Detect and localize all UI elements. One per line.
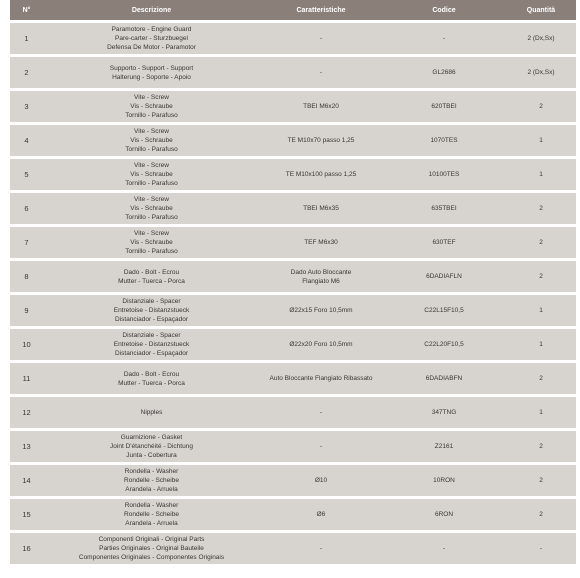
description-line: Rondelle - Scheibe (124, 511, 179, 518)
description-line: Vite - Screw (134, 162, 169, 169)
header-quantity: Quantità (526, 6, 556, 14)
row-number: 7 (24, 238, 29, 247)
description-line: Tornillo - Parafuso (125, 248, 178, 255)
description-line: Vis - Schraube (130, 239, 173, 246)
table-row (10, 159, 576, 190)
row-code: 620TBEI (431, 103, 457, 110)
table-row (10, 193, 576, 224)
row-quantity: 2 (539, 477, 543, 484)
row-description (43, 261, 260, 292)
description-line: Rondella - Washer (124, 468, 179, 475)
description-line: Mutter - Tuerca - Porca (118, 379, 185, 387)
row-characteristics: - (319, 409, 323, 416)
description-line: Tornillo - Parafuso (125, 146, 178, 153)
table-row (10, 397, 576, 428)
description-line: Pare-carter - Sturzbuegel (115, 35, 188, 42)
description-line: Paramotore - Engine Guard (111, 26, 192, 33)
description-line: Dado - Bolt - Ecrou (123, 268, 180, 276)
description-line: Vis - Schraube (130, 103, 173, 110)
description-line: Supporto - Support - Support (109, 64, 194, 72)
description-line: Tornillo - Parafuso (125, 112, 178, 119)
table-row (10, 91, 576, 122)
description-line: Guarnizione - Gasket (120, 434, 183, 441)
row-quantity: 2 (539, 205, 543, 212)
row-characteristics: Ø22x15 Foro 10,5mm (289, 307, 353, 314)
description-line: Distanciador - Espaçador (115, 316, 188, 323)
row-quantity: 1 (539, 137, 543, 144)
description-line: Vite - Screw (134, 94, 169, 101)
row-code: 10100TES (428, 171, 460, 178)
row-quantity: - (539, 545, 543, 552)
row-description (43, 193, 260, 224)
row-quantity: 1 (539, 341, 543, 348)
row-quantity: 2 (Dx,Sx) (527, 69, 555, 76)
row-number: 11 (22, 374, 31, 383)
row-code: C22L15F10,5 (424, 307, 464, 314)
description-line: Arandela - Arruela (125, 520, 178, 527)
header-code: Codice (432, 6, 456, 14)
row-number: 13 (22, 442, 31, 451)
row-characteristics: Ø10 (314, 477, 328, 484)
description-line: Distanziale - Spacer (122, 298, 181, 305)
description-line: Entretoise - Distanzstueck (113, 341, 190, 348)
table-row (10, 431, 576, 462)
description-line: Distanziale - Spacer (122, 332, 181, 339)
row-number: 6 (24, 204, 29, 213)
row-characteristics: TEF M6x30 (304, 239, 338, 246)
row-quantity: 2 (539, 443, 543, 450)
description-line: Vite - Screw (134, 196, 169, 203)
row-number: 8 (24, 272, 29, 281)
description-line: Dado - Bolt - Ecrou (123, 370, 180, 378)
parts-table (10, 20, 576, 564)
row-description (43, 329, 260, 360)
description-line: Vite - Screw (134, 230, 169, 237)
description-line: Entretoise - Distanzstueck (113, 307, 190, 314)
description-line: Vite - Screw (134, 128, 169, 135)
row-number: 3 (24, 102, 29, 111)
description-line: Componenti Originali - Original Parts (98, 536, 205, 543)
table-row (10, 57, 576, 88)
description-line: Nipples (140, 409, 163, 416)
row-number: 14 (22, 476, 31, 485)
row-quantity: 1 (539, 171, 543, 178)
row-description (43, 227, 260, 258)
table-row (10, 125, 576, 156)
header-number: N° (22, 6, 31, 14)
row-number: 5 (24, 170, 29, 179)
row-description (43, 465, 260, 496)
row-quantity: 2 (539, 103, 543, 110)
description-line: Rondelle - Scheibe (124, 477, 179, 484)
row-description (43, 533, 260, 564)
row-characteristics: - (319, 69, 323, 76)
description-line: Distanciador - Espaçador (115, 350, 188, 357)
table-row (10, 227, 576, 258)
row-code: 6RON (434, 511, 454, 518)
row-characteristics: - (319, 443, 323, 450)
row-description (43, 295, 260, 326)
table-row (10, 23, 576, 54)
row-code: 6DADIABFN (425, 375, 463, 382)
description-line: Vis - Schraube (130, 137, 173, 144)
row-characteristics: TBEI M6x35 (303, 205, 339, 212)
row-number: 9 (24, 306, 29, 315)
row-description (43, 125, 260, 156)
description-line: Vis - Schraube (130, 171, 173, 178)
row-quantity: 1 (539, 409, 543, 416)
row-number: 10 (22, 340, 31, 349)
description-line: Tornillo - Parafuso (125, 214, 178, 221)
row-code: GL2686 (432, 69, 456, 76)
row-code: 1070TES (430, 137, 458, 144)
row-description (43, 431, 260, 462)
row-characteristics: - (319, 35, 323, 42)
table-row (10, 295, 576, 326)
row-description (43, 23, 260, 54)
description-line: Defensa De Motor - Paramotor (107, 44, 196, 51)
table-row (10, 363, 576, 394)
row-characteristics: Auto Bloccante Flangiato Ribassato (269, 375, 373, 382)
row-quantity: 2 (539, 239, 543, 246)
row-description (43, 91, 260, 122)
table-row (10, 329, 576, 360)
row-number: 12 (22, 408, 31, 417)
row-number: 4 (24, 136, 29, 145)
row-code: Z2161 (434, 443, 454, 450)
row-quantity: 1 (539, 307, 543, 314)
description-line: Parties Originales - Original Bauteile (99, 545, 204, 552)
row-number: 15 (22, 510, 31, 519)
table-row (10, 261, 576, 292)
row-description (43, 499, 260, 530)
row-quantity: 2 (539, 375, 543, 382)
row-number: 1 (24, 34, 29, 43)
row-number: 16 (22, 544, 31, 553)
header-description: Descrizione (131, 6, 172, 14)
description-line: Halterung - Soporte - Apoio (112, 73, 191, 81)
description-line: Joint D'étanchéité - Dichtung (110, 443, 193, 450)
table-row (10, 533, 576, 564)
row-code: 347TNG (431, 409, 457, 416)
row-characteristics: Ø22x20 Foro 10,5mm (289, 341, 353, 348)
description-line: Vis - Schraube (130, 205, 173, 212)
row-quantity: 2 (539, 511, 543, 518)
row-code: - (442, 545, 446, 552)
row-code: 630TEF (432, 239, 456, 246)
row-description (43, 57, 260, 88)
row-characteristics: Ø6 (316, 511, 326, 518)
row-characteristics: TE M10x100 passo 1,25 (285, 171, 357, 178)
table-header (10, 0, 576, 20)
row-description (43, 397, 260, 428)
row-characteristics: Dado Auto Bloccante Flangiato M6 (290, 268, 352, 285)
description-line: Tornillo - Parafuso (125, 180, 178, 187)
description-line: Mutter - Tuerca - Porca (118, 277, 185, 285)
row-characteristics: - (319, 545, 323, 552)
row-characteristics: TE M10x70 passo 1,25 (287, 137, 355, 144)
row-description (43, 363, 260, 394)
header-characteristics: Caratteristiche (296, 6, 346, 14)
row-quantity: 2 (Dx,Sx) (527, 35, 555, 42)
description-line: Componentes Originales - Componentes Originais (78, 554, 225, 561)
row-code: 10RON (433, 477, 455, 484)
row-code: 6DADIAFLN (426, 273, 462, 280)
row-code: - (442, 35, 446, 42)
description-line: Rondella - Washer (124, 502, 179, 509)
row-code: C22L20F10,5 (424, 341, 464, 348)
description-line: Junta - Cobertura (126, 452, 177, 459)
row-code: 635TBEI (431, 205, 457, 212)
row-characteristics: TBEI M6x20 (303, 103, 339, 110)
row-quantity: 2 (539, 273, 543, 280)
description-line: Arandela - Arruela (125, 486, 178, 493)
table-row (10, 499, 576, 530)
row-number: 2 (24, 68, 29, 77)
row-description (43, 159, 260, 190)
table-row (10, 465, 576, 496)
